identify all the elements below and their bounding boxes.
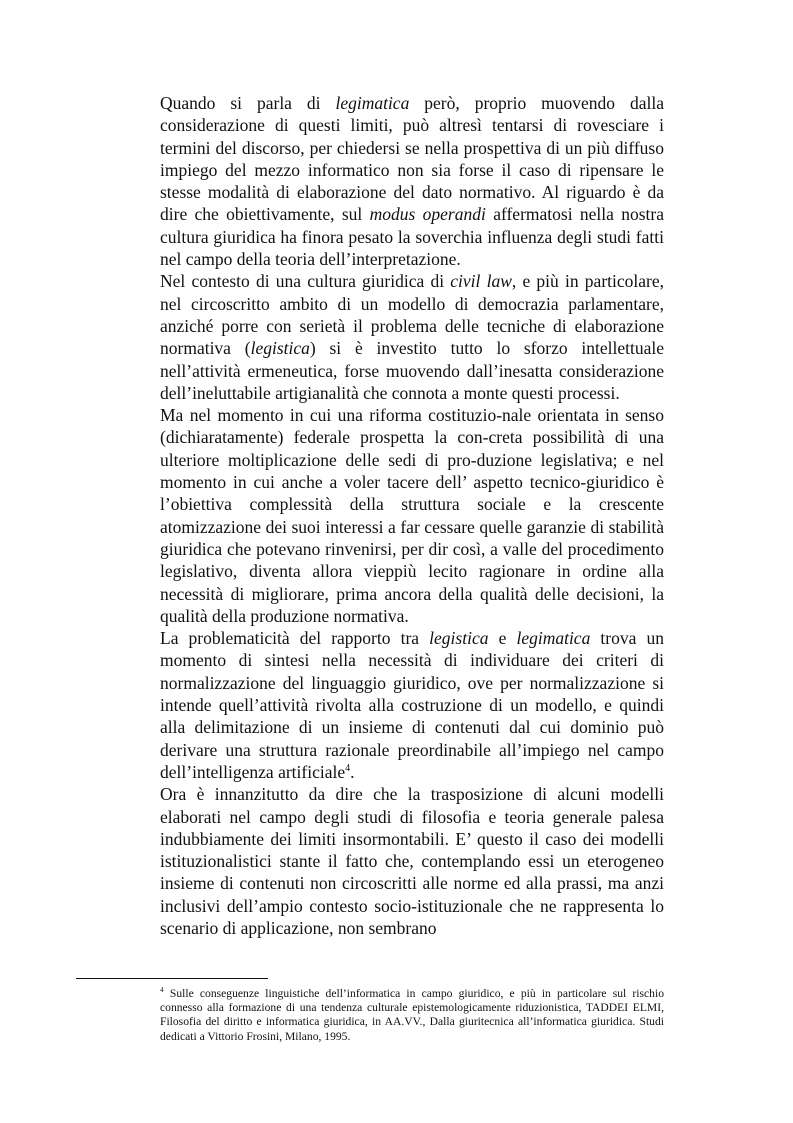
text-segment: e xyxy=(488,628,517,649)
footnote xyxy=(160,987,664,1044)
paragraph-5 xyxy=(160,783,664,939)
italic-term: legimatica xyxy=(516,628,591,649)
text-segment: Quando si parla di xyxy=(160,93,336,113)
italic-term: modus operandi xyxy=(369,204,486,225)
footnote-text: Sulle conseguenze linguistiche dell’informatica in campo giuridico, e più in particolare sul rischio connesso alla formazione di una tendenza culturale epistemologicamente riduzionistica, TADDEI ELMI, Filosofia del diritto e informatica giuridica, in AA.VV., Dalla giuritecnica all’informatica giuridica. Studi dedicati a Vittorio Frosini, Milano, 1995. xyxy=(160,987,664,1043)
body-text xyxy=(160,92,664,939)
italic-term: civil law xyxy=(450,271,512,292)
text-segment: trova un momento di sintesi nella necessità di individuare dei criteri di normalizzazione del linguaggio giuridico, ove per normalizzazione si intende quell’attività rivolta alla costruzione di un modello, e quindi alla delimitazione di un insieme di contenuti dal cui dominio può derivare una struttura razionale preordinabile all’impiego nel campo dell’intelligenza artificiale xyxy=(160,628,664,782)
text-segment: Ora è innanzitutto da dire che la trasposizione di alcuni modelli elaborati nel campo degli studi di filosofia e teoria generale palesa indubbiamente dei limiti insormontabili. E’ questo il caso dei modelli istituzionalistici stante il fatto che, contemplando essi un eterogeneo insieme di contenuti non circoscritti alle norme ed alla prassi, ma anzi inclusivi dell’ampio contesto socio-istituzionale che ne rappresenta lo scenario di applicazione, non sembrano xyxy=(160,784,664,938)
italic-term: legistica xyxy=(250,338,310,359)
text-segment: però, proprio muovendo dalla considerazione di questi limiti, può altresì tentarsi di rovesciare i termini del discorso, per chiedersi se nella prospettiva di un più diffuso impiego del mezzo informatico non sia forse il caso di ripensare le stesse modalità di elaborazione del dato normativo. Al riguardo è da dire che obiettivamente, sul xyxy=(160,93,664,225)
italic-term: legimatica xyxy=(335,93,410,113)
footnote-separator xyxy=(76,978,268,979)
paragraph-3 xyxy=(160,404,664,627)
paragraph-2 xyxy=(160,270,664,404)
text-segment: Nel contesto di una cultura giuridica di xyxy=(160,271,451,292)
text-segment: Ma nel momento in cui una riforma costituzio-nale orientata in senso (dichiaratamente) federale prospetta la con-creta possibilità di una ulteriore moltiplicazione delle sedi di pro-duzione legislativa; e nel momento in cui anche a voler tacere dell’ aspetto tecnico-giuridico è l’obiettiva complessità della struttura sociale e la crescente atomizzazione dei suoi interessi a far cessare quelle garanzie di stabilità giuridica che potevano rinvenirsi, per dir così, a valle del procedimento legislativo, diventa allora vieppiù lecito ragionare in ordine alla necessità di migliorare, prima ancora della qualità delle decisioni, la qualità della produzione normativa. xyxy=(160,405,664,626)
text-segment: ) si è investito tutto lo sforzo intellettuale nell’attività ermeneutica, forse muovendo dall’inesatta considerazione dell’ineluttabile artigianalità che connota a monte questi processi. xyxy=(160,338,665,403)
text-segment: . xyxy=(350,761,355,782)
text-segment: La problematicità del rapporto tra xyxy=(160,628,430,649)
text-segment: affermatosi nella nostra cultura giuridica ha finora pesato la soverchia influenza degli studi fatti nel campo della teoria dell’interpretazione. xyxy=(160,204,665,270)
paragraph-1 xyxy=(160,92,664,270)
paragraph-4 xyxy=(160,627,664,783)
text-segment: , e più in particolare, nel circoscritto ambito di un modello di democrazia parlamentare, anziché porre con serietà il problema delle tecniche di elaborazione normativa ( xyxy=(160,271,664,359)
italic-term: legistica xyxy=(429,628,489,649)
footnote-reference: 4 xyxy=(345,763,351,775)
footnote-number: 4 xyxy=(160,985,164,995)
